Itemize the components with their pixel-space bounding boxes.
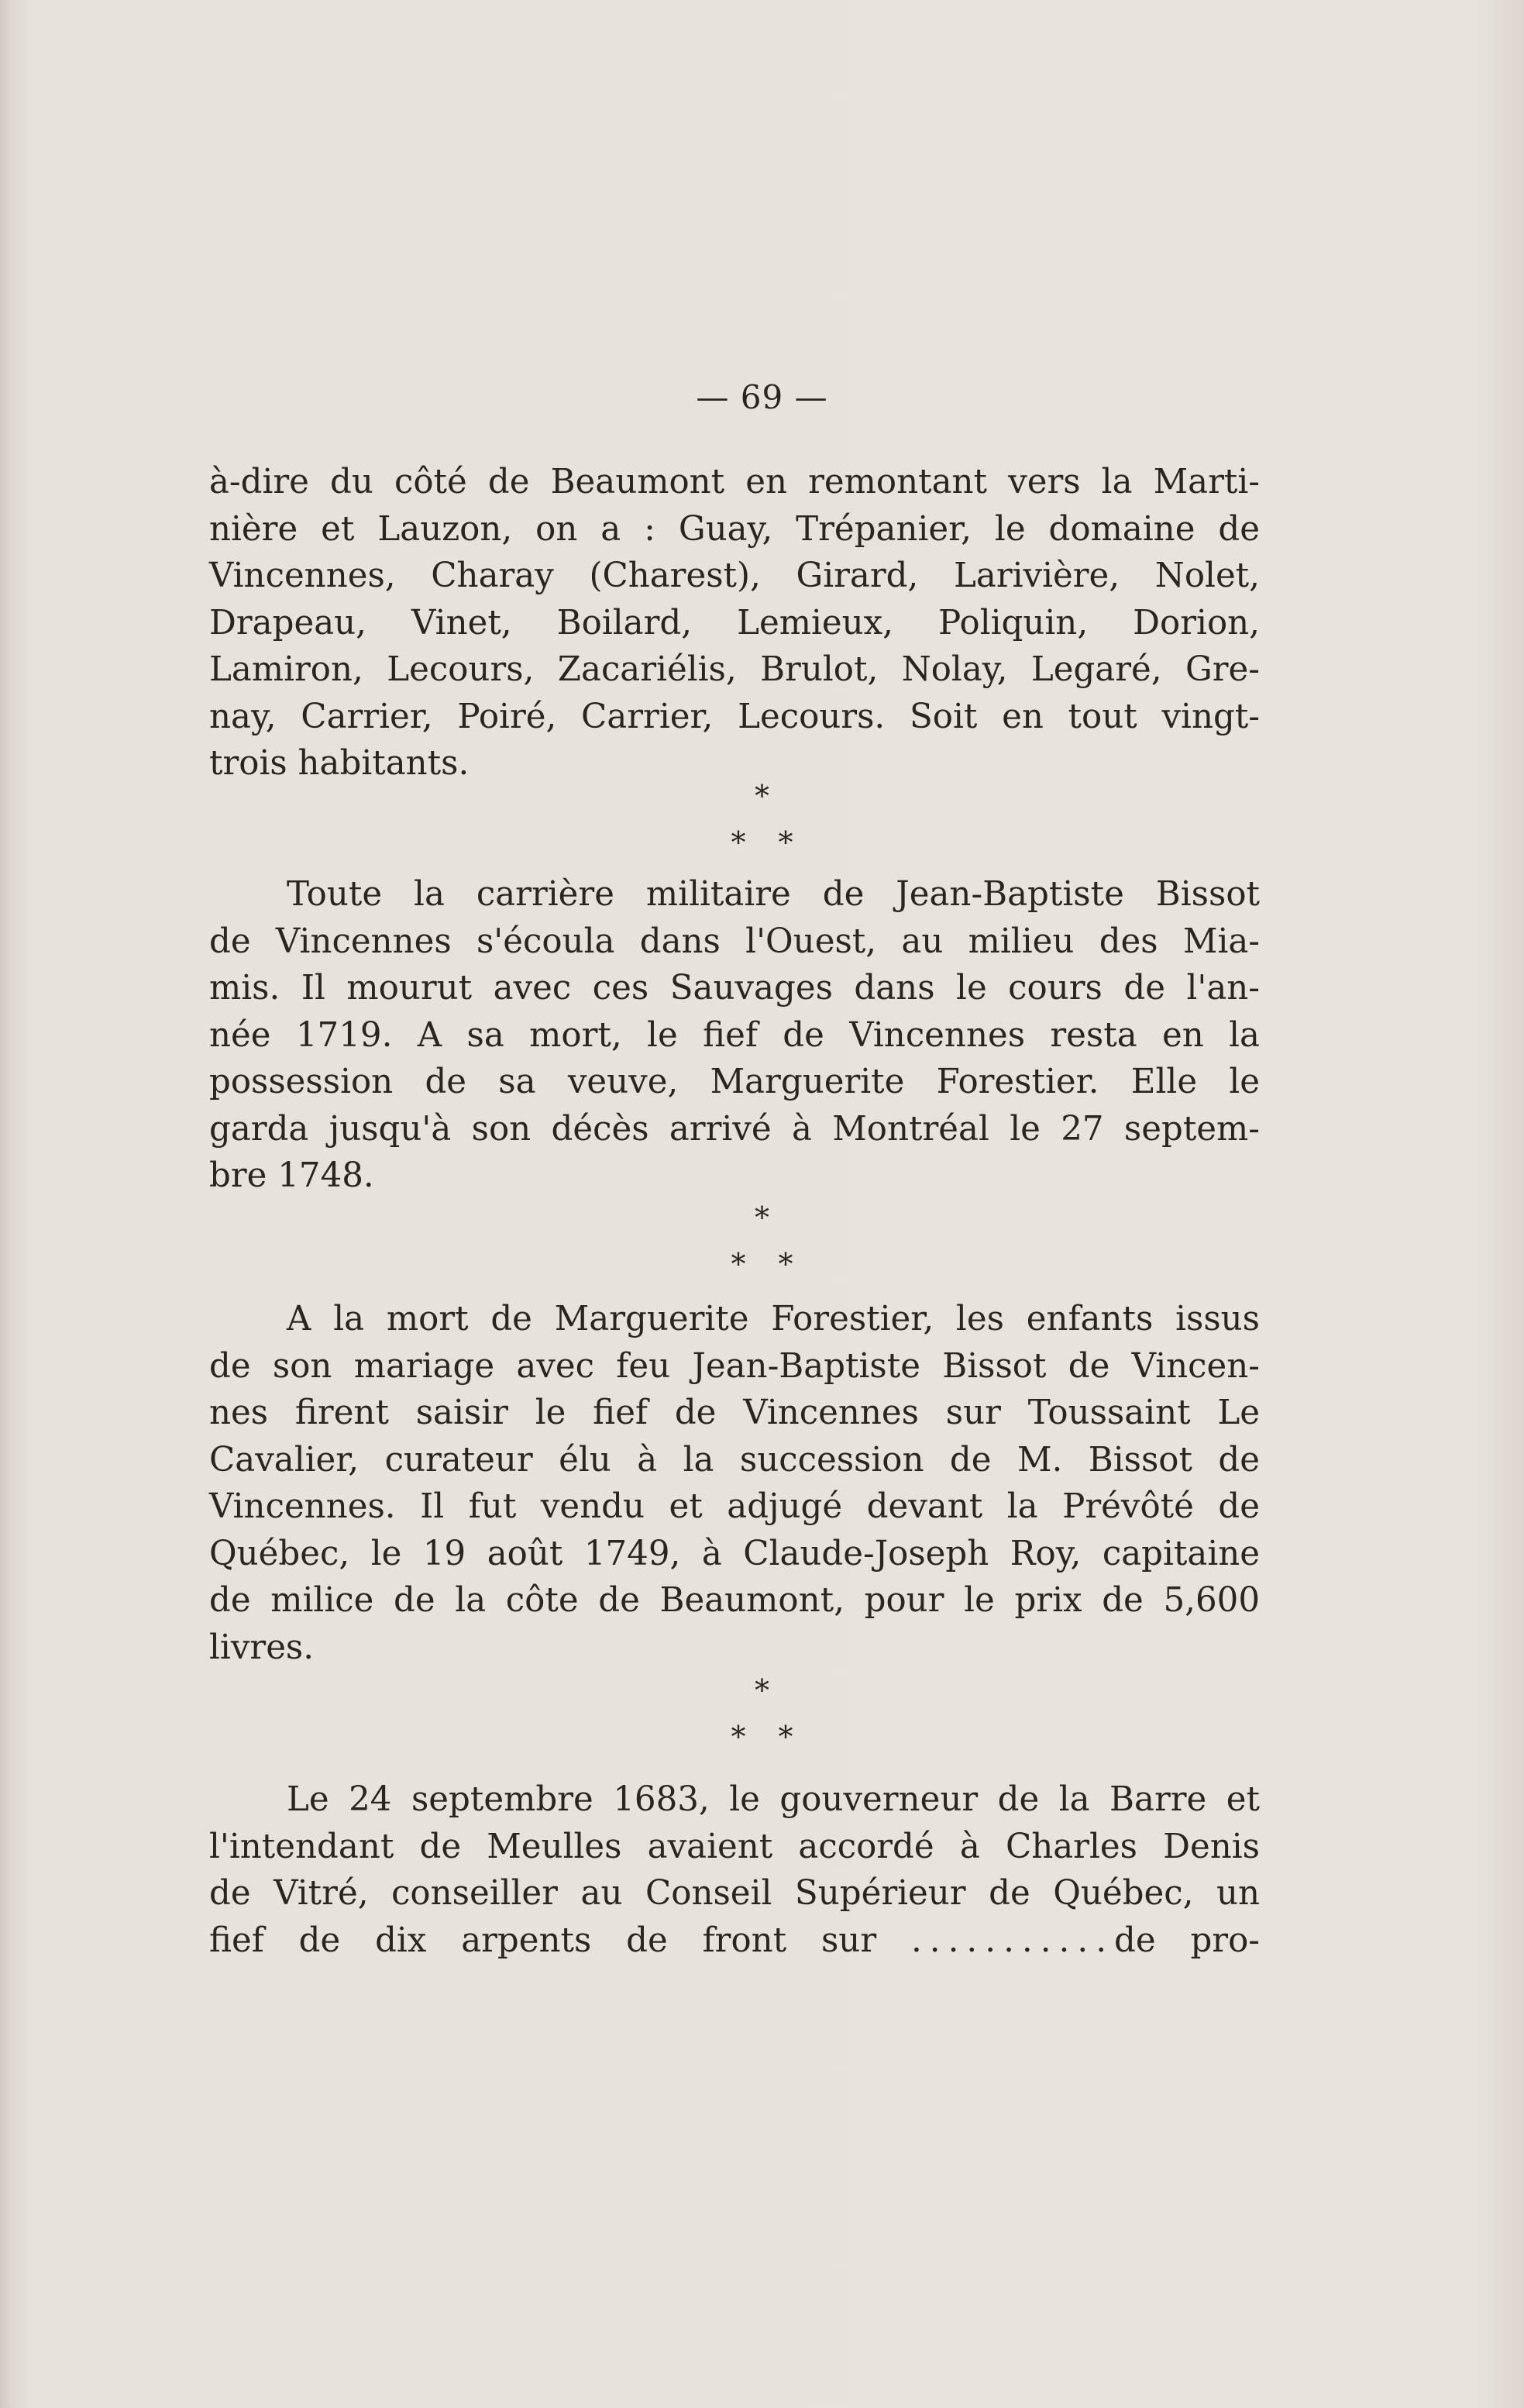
section-separator [0, 1673, 1524, 1754]
text-line: Drapeau, Vinet, Boilard, Lemieux, Poliquin, Dorion, [209, 603, 1260, 642]
page-number: — 69 — [696, 378, 828, 416]
text-line: possession de sa veuve, Marguerite Forestier. Elle le [209, 1063, 1260, 1101]
text-line: à-dire du côté de Beaumont en remontant vers la Marti- [209, 463, 1260, 501]
paragraph-1 [209, 459, 1260, 787]
text-line: bre 1748. [209, 1156, 374, 1195]
section-separator [0, 779, 1524, 860]
dot-leader: ........... [910, 1921, 1115, 1960]
separator-stars-bottom: * * [731, 825, 793, 860]
text-line: Le 24 septembre 1683, le gouverneur de la Barre et [287, 1780, 1260, 1819]
text-line: de Vitré, conseiller au Conseil Supérieur de Québec, un [209, 1874, 1260, 1913]
text-line: nay, Carrier, Poiré, Carrier, Lecours. Soit en tout vingt- [209, 697, 1260, 736]
paragraph-2 [209, 871, 1260, 1200]
text-line-final [209, 1917, 1260, 1965]
text-line: de milice de la côte de Beaumont, pour le prix de 5,600 [209, 1581, 1260, 1620]
text-line: livres. [209, 1628, 315, 1667]
paragraph-3 [209, 1296, 1260, 1671]
text-line: Vincennes, Charay (Charest), Girard, Larivière, Nolet, [209, 556, 1260, 595]
text-line: de son mariage avec feu Jean-Baptiste Bissot de Vincen- [209, 1346, 1260, 1386]
text-line: garda jusqu'à son décès arrivé à Montréal le 27 septem- [209, 1109, 1260, 1149]
text-line: Lamiron, Lecours, Zacariélis, Brulot, Nolay, Legaré, Gre- [209, 650, 1260, 689]
text-line: Cavalier, curateur élu à la succession de M. Bissot de [209, 1440, 1260, 1480]
separator-star-top: * [755, 1673, 769, 1707]
text-line: nes firent saisir le fief de Vincennes sur Toussaint Le [209, 1393, 1260, 1432]
text-line: mis. Il mourut avec ces Sauvages dans le cours de l'an- [209, 969, 1260, 1008]
text-line: trois habitants. [209, 744, 470, 783]
text-fragment: fief de dix arpents de front sur [209, 1921, 877, 1960]
text-fragment: de pro- [1114, 1921, 1260, 1960]
text-line: née 1719. A sa mort, le fief de Vincennes resta en la [209, 1015, 1260, 1055]
separator-star-top: * [755, 779, 769, 813]
section-separator [0, 1203, 1524, 1279]
text-line: l'intendant de Meulles avaient accordé à Charles Denis [209, 1827, 1260, 1866]
text-line: nière et Lauzon, on a : Guay, Trépanier, le domaine de [209, 509, 1260, 549]
separator-stars-bottom: * * [731, 1247, 793, 1281]
text-line: de Vincennes s'écoula dans l'Ouest, au milieu des Mia- [209, 922, 1260, 961]
separator-star-top: * [755, 1201, 769, 1235]
text-line: Québec, le 19 août 1749, à Claude-Joseph Roy, capitaine [209, 1534, 1260, 1573]
paragraph-4 [209, 1776, 1260, 1964]
separator-stars-bottom: * * [731, 1720, 793, 1754]
text-line: Toute la carrière militaire de Jean-Baptiste Bissot [287, 875, 1260, 914]
text-line: A la mort de Marguerite Forestier, les enfants issus [287, 1300, 1260, 1338]
text-line: Vincennes. Il fut vendu et adjugé devant la Prévôté de [209, 1487, 1260, 1526]
